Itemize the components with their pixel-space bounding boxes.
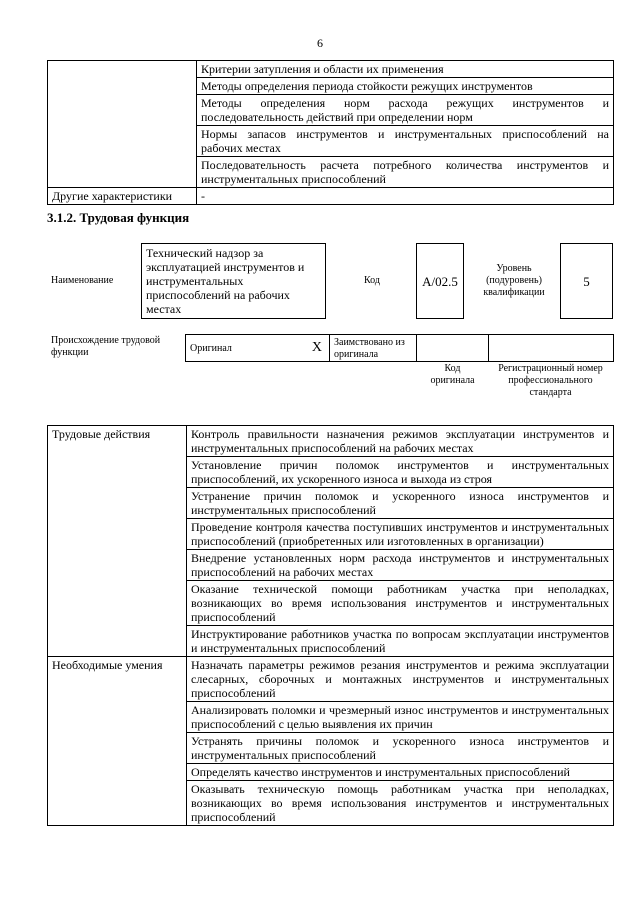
table-row	[48, 657, 614, 702]
skill-item: Устранять причины поломок и ускоренного износа инструментов и инструментальных приспособлений	[187, 733, 614, 764]
section-title: 3.1.2. Трудовая функция	[47, 210, 190, 225]
code-label: Код	[364, 275, 380, 286]
origin-label: Происхождение трудовой функции	[51, 335, 161, 358]
original-code-caption: Код оригинала	[430, 363, 475, 386]
labor-action-item: Устранение причин поломок и ускоренного износа инструментов и инструментальных приспособлений	[187, 488, 614, 519]
original-box	[185, 334, 330, 362]
labor-function-table	[47, 425, 614, 826]
table-row	[48, 426, 614, 457]
level-value: 5	[583, 274, 590, 289]
other-characteristics-value: -	[197, 188, 614, 205]
labor-actions-label: Трудовые действия	[48, 426, 187, 657]
borrowed-label: Заимствовано из оригинала	[334, 337, 405, 360]
table-row	[48, 61, 614, 78]
level-box	[560, 243, 613, 319]
empty-label-cell	[48, 61, 197, 188]
registration-number-caption: Регистрационный номер профессионального стандарта	[498, 363, 603, 398]
original-label: Оригинал	[190, 343, 232, 354]
skill-item: Анализировать поломки и чрезмерный износ инструментов и инструментальных приспособлений с целью выявления их причин	[187, 702, 614, 733]
skills-label: Необходимые умения	[48, 657, 187, 826]
labor-action-item: Контроль правильности назначения режимов эксплуатации инструментов и инструментальных приспособлений на рабочих местах	[187, 426, 614, 457]
code-value: A/02.5	[422, 274, 458, 289]
knowledge-item: Критерии затупления и области их применения	[197, 61, 614, 78]
borrowed-box	[329, 334, 417, 362]
function-name-box	[141, 243, 326, 319]
qualification-level-label: Уровень (подуровень) квалификации	[483, 263, 545, 298]
function-name: Технический надзор за эксплуатацией инструментов и инструментальных приспособлений на рабочих местах	[146, 246, 305, 316]
page-number: 6	[317, 36, 323, 50]
other-characteristics-label: Другие характеристики	[48, 188, 197, 205]
name-label: Наименование	[51, 275, 114, 286]
knowledge-item: Методы определения периода стойкости режущих инструментов	[197, 78, 614, 95]
table-row	[48, 188, 614, 205]
skill-item: Назначать параметры режимов резания инструментов и режима эксплуатации слесарных, сборочных и монтажных инструментов и инструментальных приспособлений	[187, 657, 614, 702]
original-code-box	[416, 334, 489, 362]
labor-action-item: Установление причин поломок инструментов и инструментальных приспособлений, их ускоренного износа и выхода из строя	[187, 457, 614, 488]
knowledge-item: Методы определения норм расхода режущих инструментов и последовательность действий при определении норм	[197, 95, 614, 126]
labor-action-item: Проведение контроля качества поступивших инструментов и инструментальных приспособлений (приобретенных или изготовленных в организации)	[187, 519, 614, 550]
skill-item: Определять качество инструментов и инструментальных приспособлений	[187, 764, 614, 781]
knowledge-table-continuation	[47, 60, 614, 205]
original-mark: X	[311, 340, 322, 355]
labor-action-item: Инструктирование работников участка по вопросам эксплуатации инструментов и инструментальных приспособлений	[187, 626, 614, 657]
knowledge-item: Последовательность расчета потребного количества инструментов и инструментальных приспособлений	[197, 157, 614, 188]
skill-item: Оказывать техническую помощь работникам участка при неполадках, возникающих во время использования инструментов и инструментальных приспособлений	[187, 781, 614, 826]
registration-number-box	[488, 334, 614, 362]
labor-action-item: Внедрение установленных норм расхода инструментов и инструментальных приспособлений на рабочих местах	[187, 550, 614, 581]
knowledge-item: Нормы запасов инструментов и инструментальных приспособлений на рабочих местах	[197, 126, 614, 157]
labor-action-item: Оказание технической помощи работникам участка при неполадках, возникающих во время использования инструментов и инструментальных приспособлений	[187, 581, 614, 626]
code-box	[416, 243, 464, 319]
